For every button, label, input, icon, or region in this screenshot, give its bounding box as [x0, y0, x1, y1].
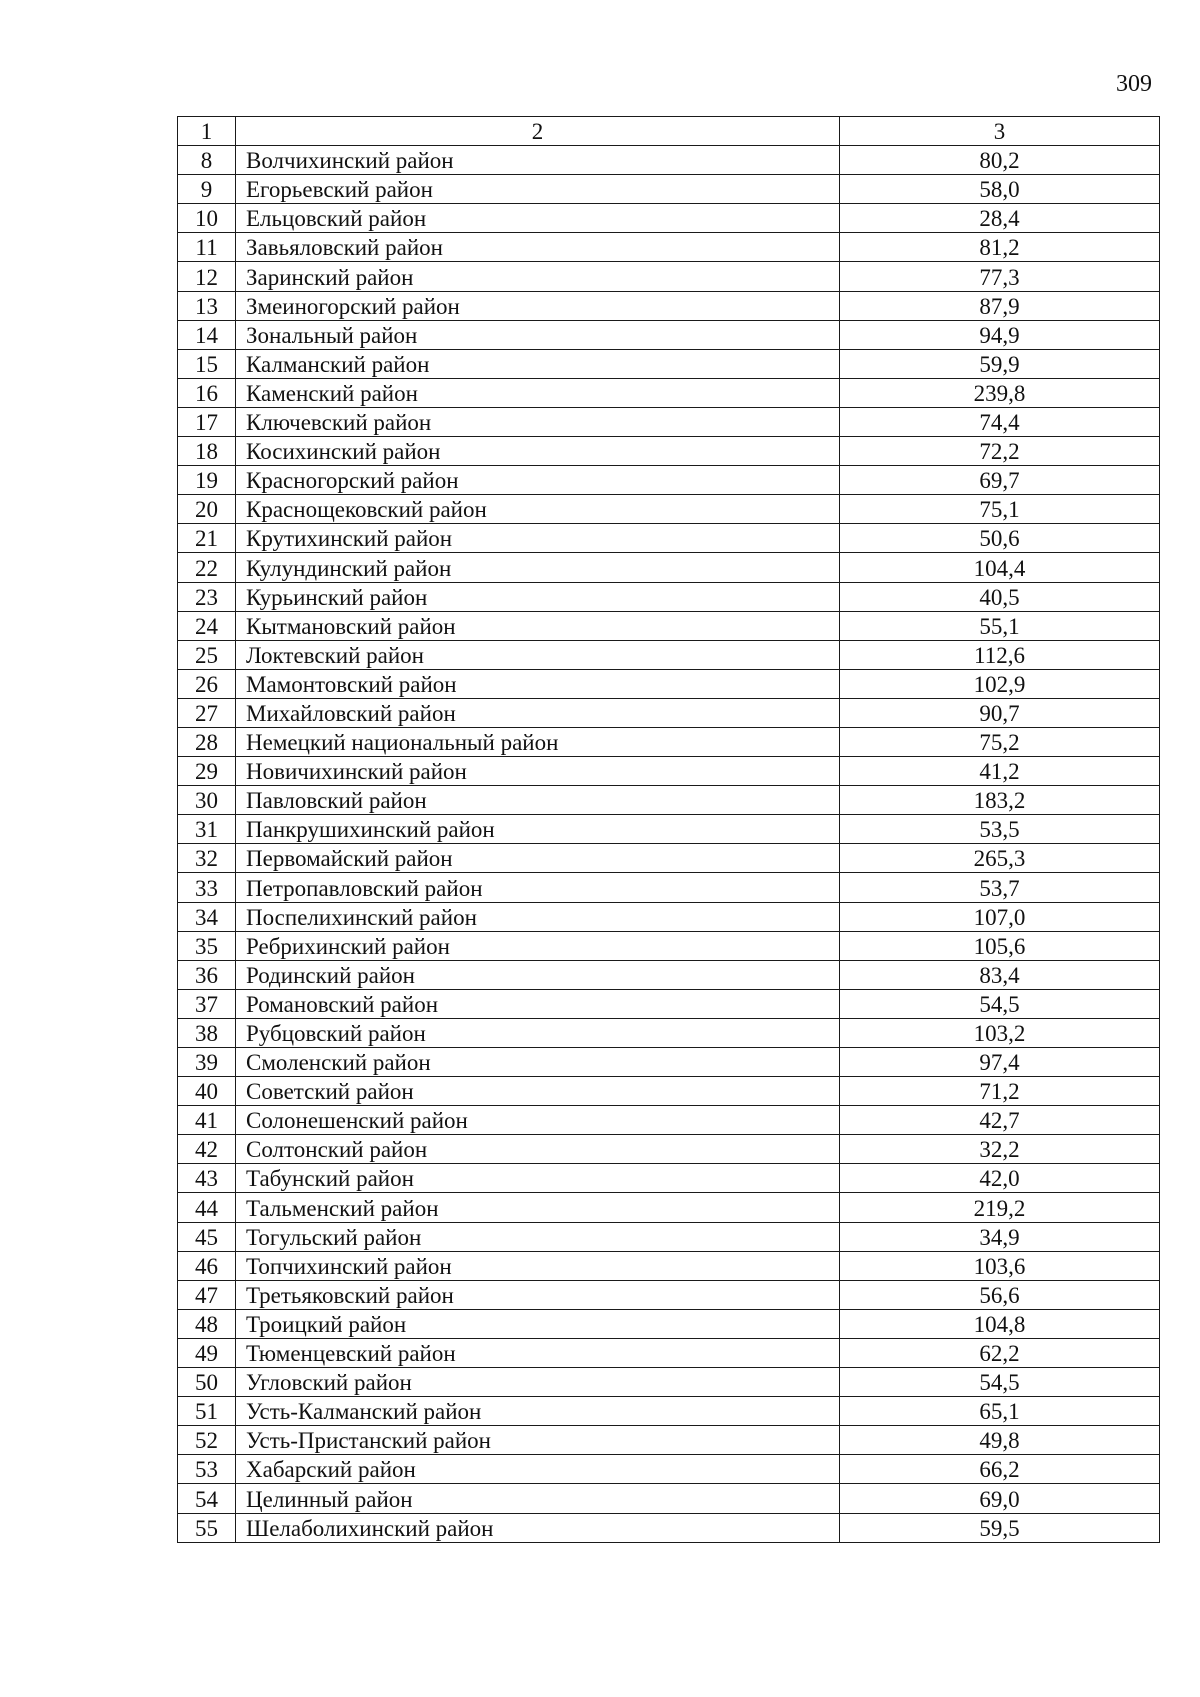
district-name-cell: Локтевский район [236, 640, 840, 669]
column-header-1: 1 [178, 117, 236, 146]
district-name-cell: Змеиногорский район [236, 291, 840, 320]
value-cell: 112,6 [840, 640, 1160, 669]
value-cell: 74,4 [840, 407, 1160, 436]
table-row [178, 553, 1160, 582]
value-cell: 219,2 [840, 1193, 1160, 1222]
row-number-cell: 48 [178, 1309, 236, 1338]
row-number-cell: 34 [178, 902, 236, 931]
district-name-cell: Косихинский район [236, 437, 840, 466]
row-number-cell: 24 [178, 611, 236, 640]
row-number-cell: 20 [178, 495, 236, 524]
value-cell: 94,9 [840, 320, 1160, 349]
row-number-cell: 37 [178, 989, 236, 1018]
district-name-cell: Панкрушихинский район [236, 815, 840, 844]
district-name-cell: Солонешенский район [236, 1106, 840, 1135]
district-name-cell: Заринский район [236, 262, 840, 291]
district-name-cell: Кытмановский район [236, 611, 840, 640]
district-name-cell: Крутихинский район [236, 524, 840, 553]
table-row [178, 204, 1160, 233]
value-cell: 59,5 [840, 1513, 1160, 1542]
row-number-cell: 19 [178, 466, 236, 495]
table-row [178, 1426, 1160, 1455]
value-cell: 69,0 [840, 1484, 1160, 1513]
column-header-2: 2 [236, 117, 840, 146]
district-name-cell: Усть-Калманский район [236, 1397, 840, 1426]
district-name-cell: Новичихинский район [236, 757, 840, 786]
district-name-cell: Мамонтовский район [236, 669, 840, 698]
table-row [178, 1048, 1160, 1077]
district-name-cell: Краснощековский район [236, 495, 840, 524]
value-cell: 40,5 [840, 582, 1160, 611]
table-row [178, 757, 1160, 786]
value-cell: 80,2 [840, 146, 1160, 175]
row-number-cell: 17 [178, 407, 236, 436]
value-cell: 50,6 [840, 524, 1160, 553]
row-number-cell: 33 [178, 873, 236, 902]
district-name-cell: Советский район [236, 1077, 840, 1106]
row-number-cell: 16 [178, 378, 236, 407]
table-row [178, 1106, 1160, 1135]
row-number-cell: 28 [178, 727, 236, 756]
district-name-cell: Ребрихинский район [236, 931, 840, 960]
table-row [178, 1164, 1160, 1193]
value-cell: 75,2 [840, 727, 1160, 756]
row-number-cell: 38 [178, 1018, 236, 1047]
value-cell: 34,9 [840, 1222, 1160, 1251]
row-number-cell: 50 [178, 1368, 236, 1397]
table-row [178, 640, 1160, 669]
row-number-cell: 36 [178, 960, 236, 989]
row-number-cell: 8 [178, 146, 236, 175]
table-header-row [178, 117, 1160, 146]
row-number-cell: 42 [178, 1135, 236, 1164]
row-number-cell: 31 [178, 815, 236, 844]
row-number-cell: 30 [178, 786, 236, 815]
table-row [178, 349, 1160, 378]
table-row [178, 233, 1160, 262]
value-cell: 75,1 [840, 495, 1160, 524]
district-name-cell: Усть-Пристанский район [236, 1426, 840, 1455]
row-number-cell: 45 [178, 1222, 236, 1251]
row-number-cell: 41 [178, 1106, 236, 1135]
row-number-cell: 46 [178, 1251, 236, 1280]
district-name-cell: Родинский район [236, 960, 840, 989]
district-name-cell: Красногорский район [236, 466, 840, 495]
row-number-cell: 49 [178, 1338, 236, 1367]
row-number-cell: 32 [178, 844, 236, 873]
table-row [178, 262, 1160, 291]
district-name-cell: Кулундинский район [236, 553, 840, 582]
value-cell: 56,6 [840, 1280, 1160, 1309]
district-name-cell: Третьяковский район [236, 1280, 840, 1309]
value-cell: 239,8 [840, 378, 1160, 407]
table-row [178, 1513, 1160, 1542]
value-cell: 83,4 [840, 960, 1160, 989]
value-cell: 28,4 [840, 204, 1160, 233]
row-number-cell: 40 [178, 1077, 236, 1106]
district-name-cell: Смоленский район [236, 1048, 840, 1077]
table-row [178, 1135, 1160, 1164]
district-name-cell: Целинный район [236, 1484, 840, 1513]
value-cell: 54,5 [840, 1368, 1160, 1397]
value-cell: 87,9 [840, 291, 1160, 320]
district-name-cell: Романовский район [236, 989, 840, 1018]
table-row [178, 1397, 1160, 1426]
district-name-cell: Курьинский район [236, 582, 840, 611]
row-number-cell: 9 [178, 175, 236, 204]
table-row [178, 291, 1160, 320]
value-cell: 62,2 [840, 1338, 1160, 1367]
value-cell: 69,7 [840, 466, 1160, 495]
row-number-cell: 12 [178, 262, 236, 291]
district-name-cell: Немецкий национальный район [236, 727, 840, 756]
value-cell: 265,3 [840, 844, 1160, 873]
row-number-cell: 27 [178, 698, 236, 727]
row-number-cell: 29 [178, 757, 236, 786]
district-name-cell: Завьяловский район [236, 233, 840, 262]
table-row [178, 786, 1160, 815]
table-row [178, 495, 1160, 524]
page-number: 309 [1116, 71, 1152, 97]
value-cell: 72,2 [840, 437, 1160, 466]
value-cell: 54,5 [840, 989, 1160, 1018]
row-number-cell: 44 [178, 1193, 236, 1222]
district-name-cell: Угловский район [236, 1368, 840, 1397]
table-row [178, 1455, 1160, 1484]
table-row [178, 1222, 1160, 1251]
table-row [178, 1251, 1160, 1280]
district-table [177, 116, 1160, 1543]
table-row [178, 1280, 1160, 1309]
row-number-cell: 43 [178, 1164, 236, 1193]
district-name-cell: Волчихинский район [236, 146, 840, 175]
district-name-cell: Ельцовский район [236, 204, 840, 233]
value-cell: 53,7 [840, 873, 1160, 902]
table-row [178, 611, 1160, 640]
district-name-cell: Рубцовский район [236, 1018, 840, 1047]
table-row [178, 873, 1160, 902]
district-name-cell: Зональный район [236, 320, 840, 349]
table-row [178, 407, 1160, 436]
value-cell: 77,3 [840, 262, 1160, 291]
column-header-3: 3 [840, 117, 1160, 146]
district-name-cell: Ключевский район [236, 407, 840, 436]
table-row [178, 727, 1160, 756]
district-name-cell: Первомайский район [236, 844, 840, 873]
table-row [178, 989, 1160, 1018]
row-number-cell: 35 [178, 931, 236, 960]
value-cell: 41,2 [840, 757, 1160, 786]
value-cell: 104,8 [840, 1309, 1160, 1338]
table-row [178, 582, 1160, 611]
row-number-cell: 25 [178, 640, 236, 669]
district-name-cell: Петропавловский район [236, 873, 840, 902]
value-cell: 55,1 [840, 611, 1160, 640]
district-name-cell: Троицкий район [236, 1309, 840, 1338]
value-cell: 104,4 [840, 553, 1160, 582]
table-row [178, 524, 1160, 553]
table-row [178, 960, 1160, 989]
value-cell: 97,4 [840, 1048, 1160, 1077]
row-number-cell: 54 [178, 1484, 236, 1513]
district-name-cell: Тогульский район [236, 1222, 840, 1251]
table-row [178, 320, 1160, 349]
value-cell: 81,2 [840, 233, 1160, 262]
value-cell: 59,9 [840, 349, 1160, 378]
row-number-cell: 52 [178, 1426, 236, 1455]
value-cell: 42,7 [840, 1106, 1160, 1135]
row-number-cell: 13 [178, 291, 236, 320]
table-row [178, 1484, 1160, 1513]
row-number-cell: 11 [178, 233, 236, 262]
district-name-cell: Табунский район [236, 1164, 840, 1193]
row-number-cell: 55 [178, 1513, 236, 1542]
row-number-cell: 21 [178, 524, 236, 553]
table-body [178, 117, 1160, 1543]
district-name-cell: Михайловский район [236, 698, 840, 727]
value-cell: 102,9 [840, 669, 1160, 698]
table-row [178, 1077, 1160, 1106]
row-number-cell: 51 [178, 1397, 236, 1426]
table-row [178, 1193, 1160, 1222]
value-cell: 103,6 [840, 1251, 1160, 1280]
district-name-cell: Тальменский район [236, 1193, 840, 1222]
row-number-cell: 26 [178, 669, 236, 698]
district-name-cell: Калманский район [236, 349, 840, 378]
district-name-cell: Егорьевский район [236, 175, 840, 204]
table-row [178, 1338, 1160, 1367]
table-row [178, 1018, 1160, 1047]
value-cell: 71,2 [840, 1077, 1160, 1106]
table-row [178, 437, 1160, 466]
table-row [178, 669, 1160, 698]
value-cell: 66,2 [840, 1455, 1160, 1484]
district-name-cell: Хабарский район [236, 1455, 840, 1484]
row-number-cell: 53 [178, 1455, 236, 1484]
table-row [178, 931, 1160, 960]
value-cell: 49,8 [840, 1426, 1160, 1455]
row-number-cell: 22 [178, 553, 236, 582]
value-cell: 58,0 [840, 175, 1160, 204]
district-name-cell: Топчихинский район [236, 1251, 840, 1280]
table-row [178, 698, 1160, 727]
row-number-cell: 47 [178, 1280, 236, 1309]
table-row [178, 902, 1160, 931]
value-cell: 53,5 [840, 815, 1160, 844]
table-row [178, 146, 1160, 175]
row-number-cell: 18 [178, 437, 236, 466]
table-row [178, 1309, 1160, 1338]
table-row [178, 815, 1160, 844]
row-number-cell: 15 [178, 349, 236, 378]
district-name-cell: Поспелихинский район [236, 902, 840, 931]
table-row [178, 1368, 1160, 1397]
table-row [178, 466, 1160, 495]
district-name-cell: Солтонский район [236, 1135, 840, 1164]
value-cell: 65,1 [840, 1397, 1160, 1426]
table-row [178, 175, 1160, 204]
value-cell: 183,2 [840, 786, 1160, 815]
value-cell: 105,6 [840, 931, 1160, 960]
row-number-cell: 23 [178, 582, 236, 611]
district-name-cell: Шелаболихинский район [236, 1513, 840, 1542]
district-name-cell: Павловский район [236, 786, 840, 815]
district-name-cell: Каменский район [236, 378, 840, 407]
value-cell: 42,0 [840, 1164, 1160, 1193]
table-row [178, 844, 1160, 873]
district-name-cell: Тюменцевский район [236, 1338, 840, 1367]
value-cell: 90,7 [840, 698, 1160, 727]
value-cell: 103,2 [840, 1018, 1160, 1047]
row-number-cell: 14 [178, 320, 236, 349]
table-row [178, 378, 1160, 407]
row-number-cell: 39 [178, 1048, 236, 1077]
row-number-cell: 10 [178, 204, 236, 233]
value-cell: 32,2 [840, 1135, 1160, 1164]
value-cell: 107,0 [840, 902, 1160, 931]
